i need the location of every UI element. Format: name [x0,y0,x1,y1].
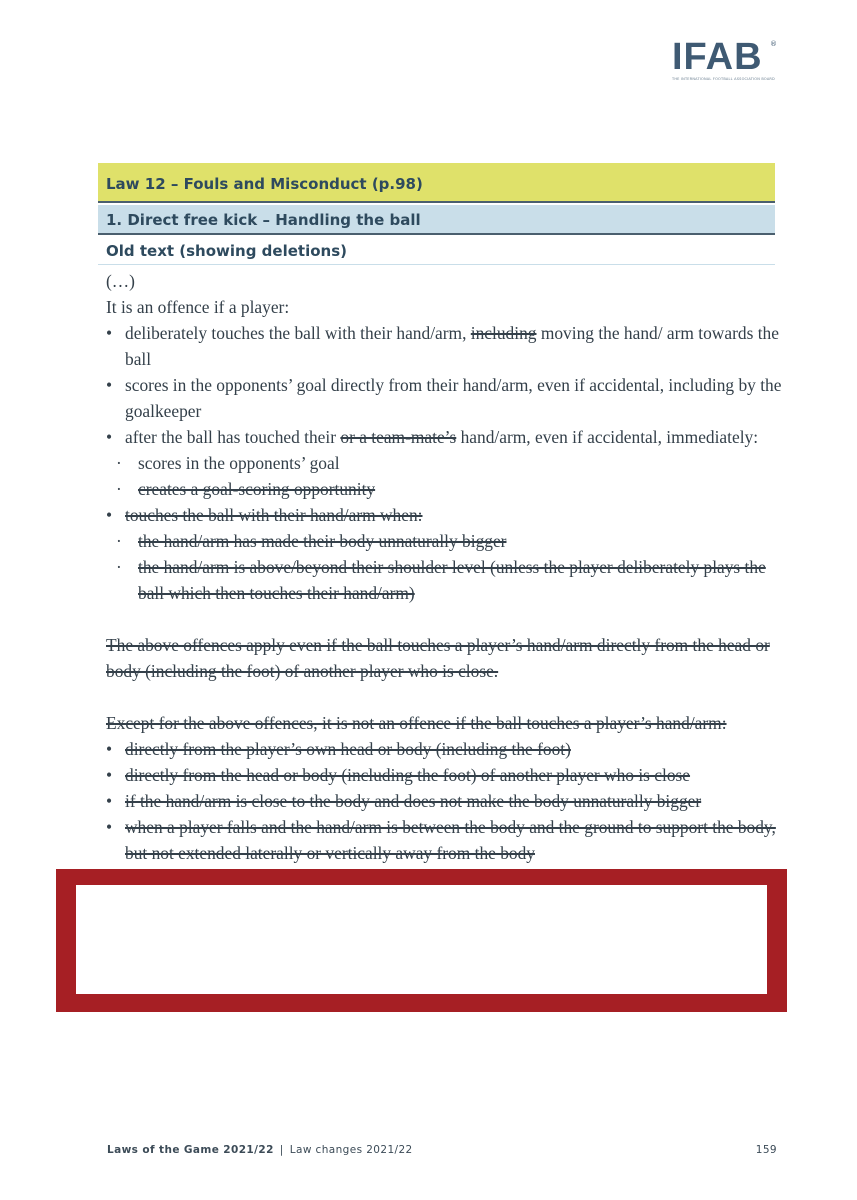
list-item: • scores in the opponents’ goal directly from their hand/arm, even if accidental, including by the goalkeeper [106,375,782,421]
logo-tagline: THE INTERNATIONAL FOOTBALL ASSOCIATION BOARD [672,77,775,81]
deleted-paragraph: The above offences apply even if the ball touches a player’s hand/arm directly from the head or body (including the foot) of another player who is close. [106,635,770,681]
list-item: • touches the ball with their hand/arm when: [106,505,423,525]
footer-title: Laws of the Game 2021/22 [107,1144,274,1156]
section-heading: 1. Direct free kick – Handling the ball [98,205,775,235]
ellipsis: (…) [106,271,135,291]
list-item: • when a player falls and the hand/arm is between the body and the ground to support the body, but not extended laterally or vertically away from the body [106,817,776,863]
ifab-logo [672,38,782,80]
footer-separator: | [279,1144,284,1156]
intro-line: It is an offence if a player: [106,297,290,317]
list-item: • after the ball has touched their or a team-mate’s hand/arm, even if accidental, immediately: [106,427,759,447]
law-heading: Law 12 – Fouls and Misconduct (p.98) [98,163,775,203]
page-footer [107,1144,777,1156]
sub-list-item: · scores in the opponents’ goal [116,453,340,473]
deleted-paragraph: Except for the above offences, it is not an offence if the ball touches a player’s hand/arm: [106,713,727,733]
sub-list-item: · creates a goal-scoring opportunity [116,479,376,499]
list-item: • if the hand/arm is close to the body and does not make the body unnaturally bigger [106,791,702,811]
deleted-text: including [470,323,537,343]
subsection-heading: Old text (showing deletions) [98,237,775,265]
highlight-box [56,869,787,1012]
list-item: • directly from the player’s own head or body (including the foot) [106,739,571,759]
deleted-text: or a team-mate’s [340,427,457,447]
logo-registered: ® [770,40,777,48]
sub-list-item: · the hand/arm has made their body unnaturally bigger [116,531,507,551]
law-text [106,268,786,866]
sub-list-item: · the hand/arm is above/beyond their shoulder level (unless the player deliberately plays the ball which then touches their hand/arm) [116,557,766,603]
list-item: • deliberately touches the ball with their hand/arm, including moving the hand/ arm towards the ball [106,323,779,369]
list-item: • directly from the head or body (including the foot) of another player who is close [106,765,691,785]
footer-subtitle: Law changes 2021/22 [289,1144,413,1156]
page-number: 159 [755,1144,777,1156]
logo-mark: IFAB [672,36,763,78]
